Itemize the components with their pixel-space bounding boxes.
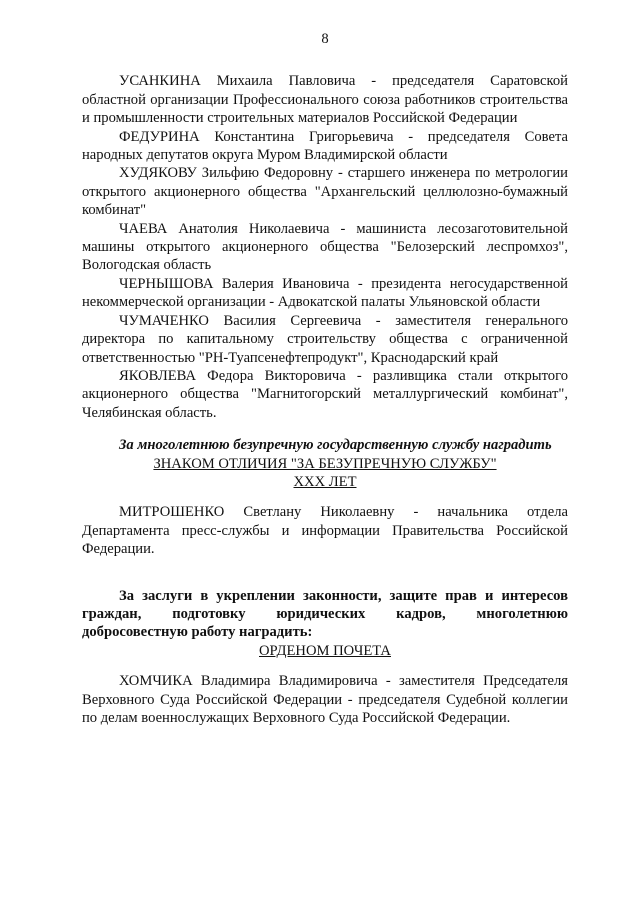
law-award-intro: За заслуги в укреплении законности, защите прав и интересов граждан, подготовку юридических кадров, многолетнюю добросовестную работу наградить: [82, 587, 568, 641]
award-entry-khudyakova: ХУДЯКОВУ Зильфию Федоровну - старшего инженера по метрологии открытого акционерного общества "Архангельский целлюлозно-бумажный комбинат" [82, 165, 568, 219]
award-entry-fedurin: ФЕДУРИНА Константина Григорьевича - председателя Совета народных депутатов округа Муром Владимирской области [82, 128, 568, 164]
document-page [82, 30, 568, 727]
order-heading: ОРДЕНОМ ПОЧЕТА [259, 642, 391, 659]
badge-recipient-entry: МИТРОШЕНКО Светлану Николаевну - начальника отдела Департамента пресс-службы и информации Правительства Российской Федерации. [82, 504, 568, 558]
badge-heading-line2: XXX ЛЕТ [293, 473, 357, 490]
order-recipient-entry: ХОМЧИКА Владимира Владимировича - заместителя Председателя Верховного Суда Российской Федерации - председателя Судебной коллегии по делам военнослужащих Верховного Суда Российской Федерации. [82, 673, 568, 726]
service-award-intro: За многолетнюю безупречную государственную службу наградить [119, 437, 552, 454]
award-entry-chumachenko: ЧУМАЧЕНКО Василия Сергеевича - заместителя генерального директора по капитальному строительству общества с ограниченной ответственностью "РН-Туапсенефтепродукт", Краснодарский край [82, 312, 568, 366]
award-entry-yakovlev: ЯКОВЛЕВА Федора Викторовича - разливщика стали открытого акционерного общества "Магнитогорский металлургический комбинат", Челябинская область. [82, 367, 568, 421]
badge-heading-line1: ЗНАКОМ ОТЛИЧИЯ "ЗА БЕЗУПРЕЧНУЮ СЛУЖБУ" [153, 455, 497, 472]
award-entry-chaev: ЧАЕВА Анатолия Николаевича - машиниста лесозаготовительной машины открытого акционерного общества "Белозерский леспромхоз", Вологодская область [82, 220, 568, 274]
award-entry-chernyshov: ЧЕРНЫШОВА Валерия Ивановича - президента негосударственной некоммерческой организации - Адвокатской палаты Ульяновской области [82, 275, 568, 311]
award-entry-usankin: УСАНКИНА Михаила Павловича - председателя Саратовской областной организации Профессионального союза работников строительства и промышленности строительных материалов Российской Федерации [82, 73, 568, 127]
page-number: 8 [321, 31, 329, 47]
